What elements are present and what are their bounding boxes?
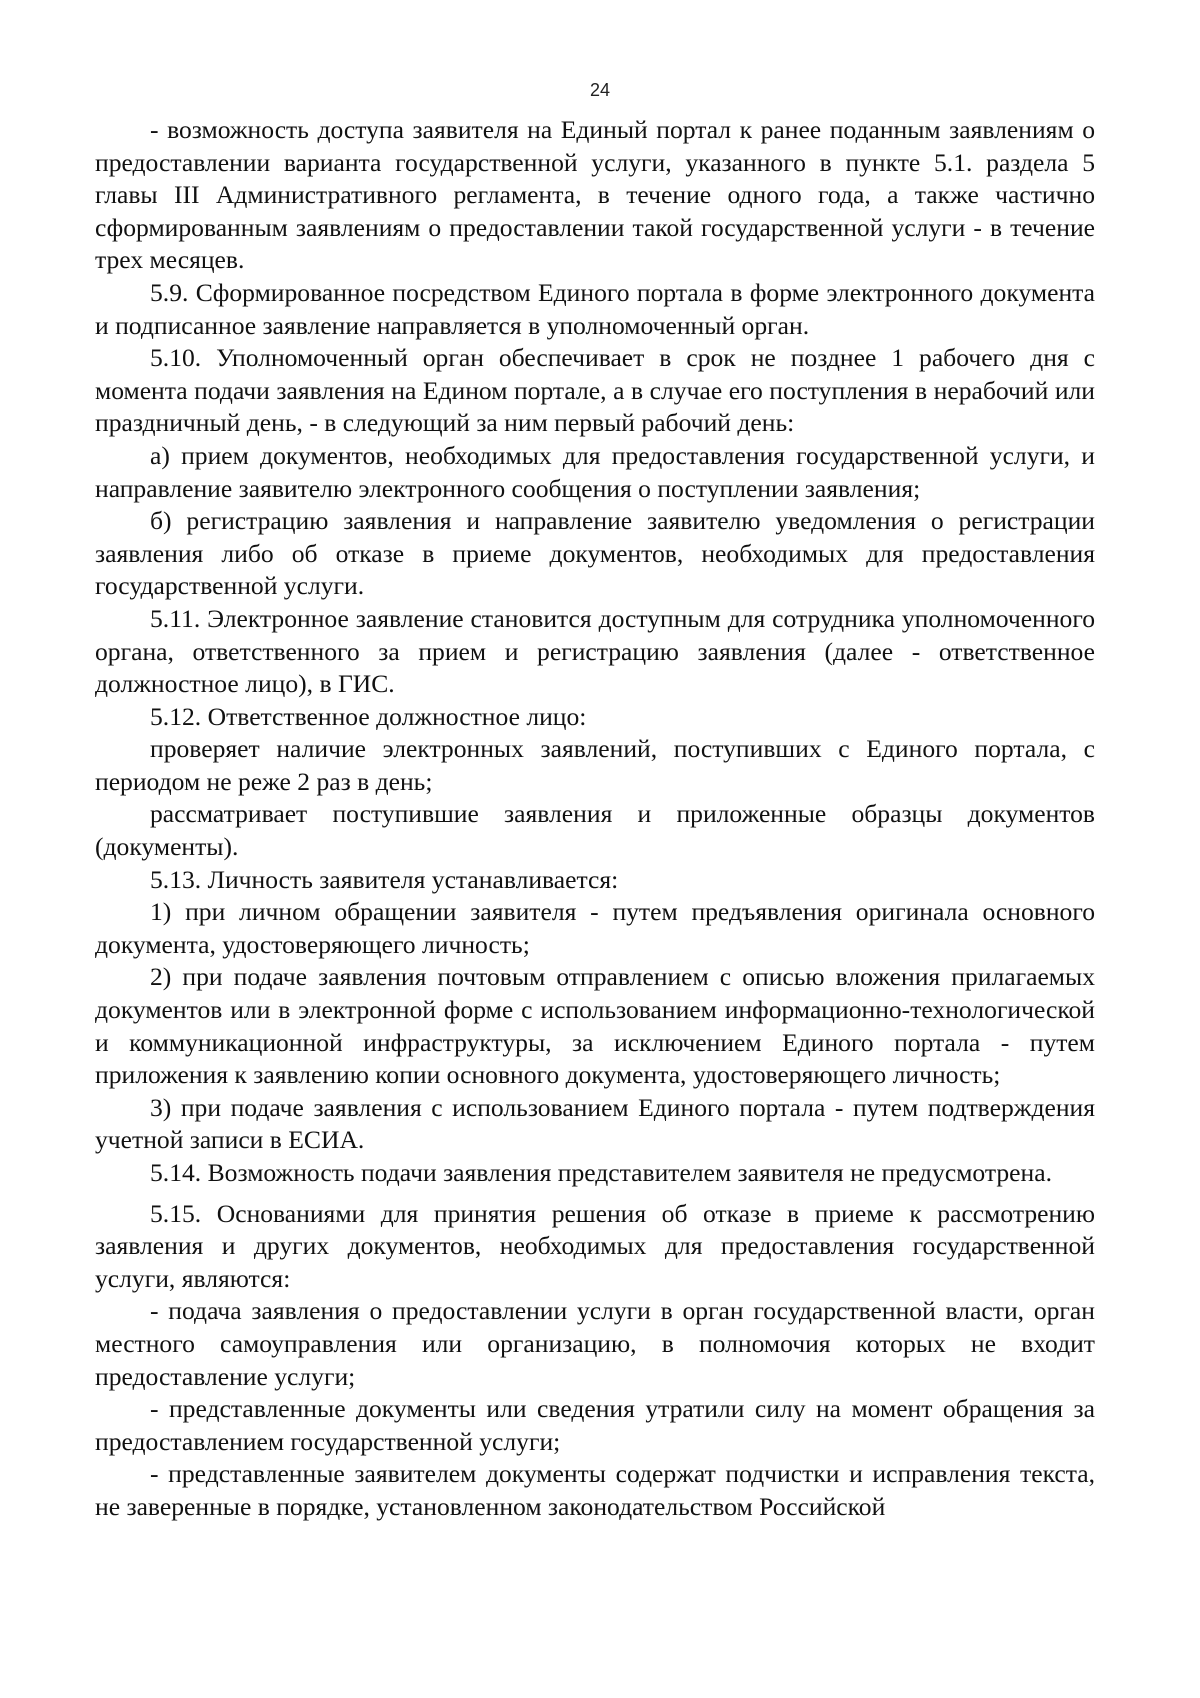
paragraph-refusal-expired-documents: - представленные документы или сведения утратили силу на момент обращения за предоставлением государственной услуги; [95,1394,1095,1456]
paragraph-refusal-corrections: - представленные заявителем документы содержат подчистки и исправления текста, не заверенные в порядке, установленном законодательством Российской [95,1459,1095,1521]
paragraph-5-13: 5.13. Личность заявителя устанавливается: [150,864,619,894]
paragraph-item-2: 2) при подаче заявления почтовым отправлением с описью вложения прилагаемых документов или в электронной форме с использованием информационно-технологической и коммуникационной инфраструктуры, за исключением Единого портала - путем приложения к заявлению копии основного документа, удостоверяющего личность; [95,962,1095,1090]
paragraph-portal-access: - возможность доступа заявителя на Единый портал к ранее поданным заявлениям о предоставлении варианта государственной услуги, указанного в пункте 5.1. раздела 5 главы III Административного регламента, в течение одного года, а также частично сформированным заявлениям о предоставлении такой государственной услуги - в течение трех месяцев. [95,115,1095,275]
paragraph-5-14: 5.14. Возможность подачи заявления представителем заявителя не предусмотрена. [150,1158,1052,1187]
document-body [95,114,1095,1524]
paragraph-5-9: 5.9. Сформированное посредством Единого портала в форме электронного документа и подписанное заявление направляется в уполномоченный орган. [95,277,1095,340]
paragraph-refusal-wrong-authority: - подача заявления о предоставлении услуги в орган государственной власти, орган местного самоуправления или организацию, в полномочия которых не входит предоставление услуги; [95,1296,1095,1391]
paragraph-checks-applications: проверяет наличие электронных заявлений, поступивших с Единого портала, с периодом не реже 2 раз в день; [95,734,1095,796]
paragraph-5-12: 5.12. Ответственное должностное лицо: [150,701,587,731]
paragraph-5-10: 5.10. Уполномоченный орган обеспечивает в срок не позднее 1 рабочего дня с момента подачи заявления на Едином портале, а в случае его поступления в нерабочий или праздничный день, - в следующий за ним первый рабочий день: [95,343,1095,438]
paragraph-5-11: 5.11. Электронное заявление становится доступным для сотрудника уполномоченного органа, ответственного за прием и регистрацию заявления (далее - ответственное должностное лицо), в ГИС. [95,603,1095,699]
paragraph-5-15: 5.15. Основаниями для принятия решения об отказе в приеме к рассмотрению заявления и других документов, необходимых для предоставления государственной услуги, являются: [95,1198,1095,1293]
paragraph-item-1: 1) при личном обращении заявителя - путем предъявления оригинала основного документа, удостоверяющего личность; [95,897,1095,959]
paragraph-reviews-applications: рассматривает поступившие заявления и приложенные образцы документов (документы). [95,799,1095,862]
paragraph-item-a: а) прием документов, необходимых для предоставления государственной услуги, и направление заявителю электронного сообщения о поступлении заявления; [95,440,1095,503]
paragraph-item-b: б) регистрацию заявления и направление заявителю уведомления о регистрации заявления либо об отказе в приеме документов, необходимых для предоставления государственной услуги. [95,506,1095,601]
paragraph-item-3: 3) при подаче заявления с использованием Единого портала - путем подтверждения учетной записи в ЕСИА. [95,1092,1095,1155]
page-number: 24 [589,80,611,100]
